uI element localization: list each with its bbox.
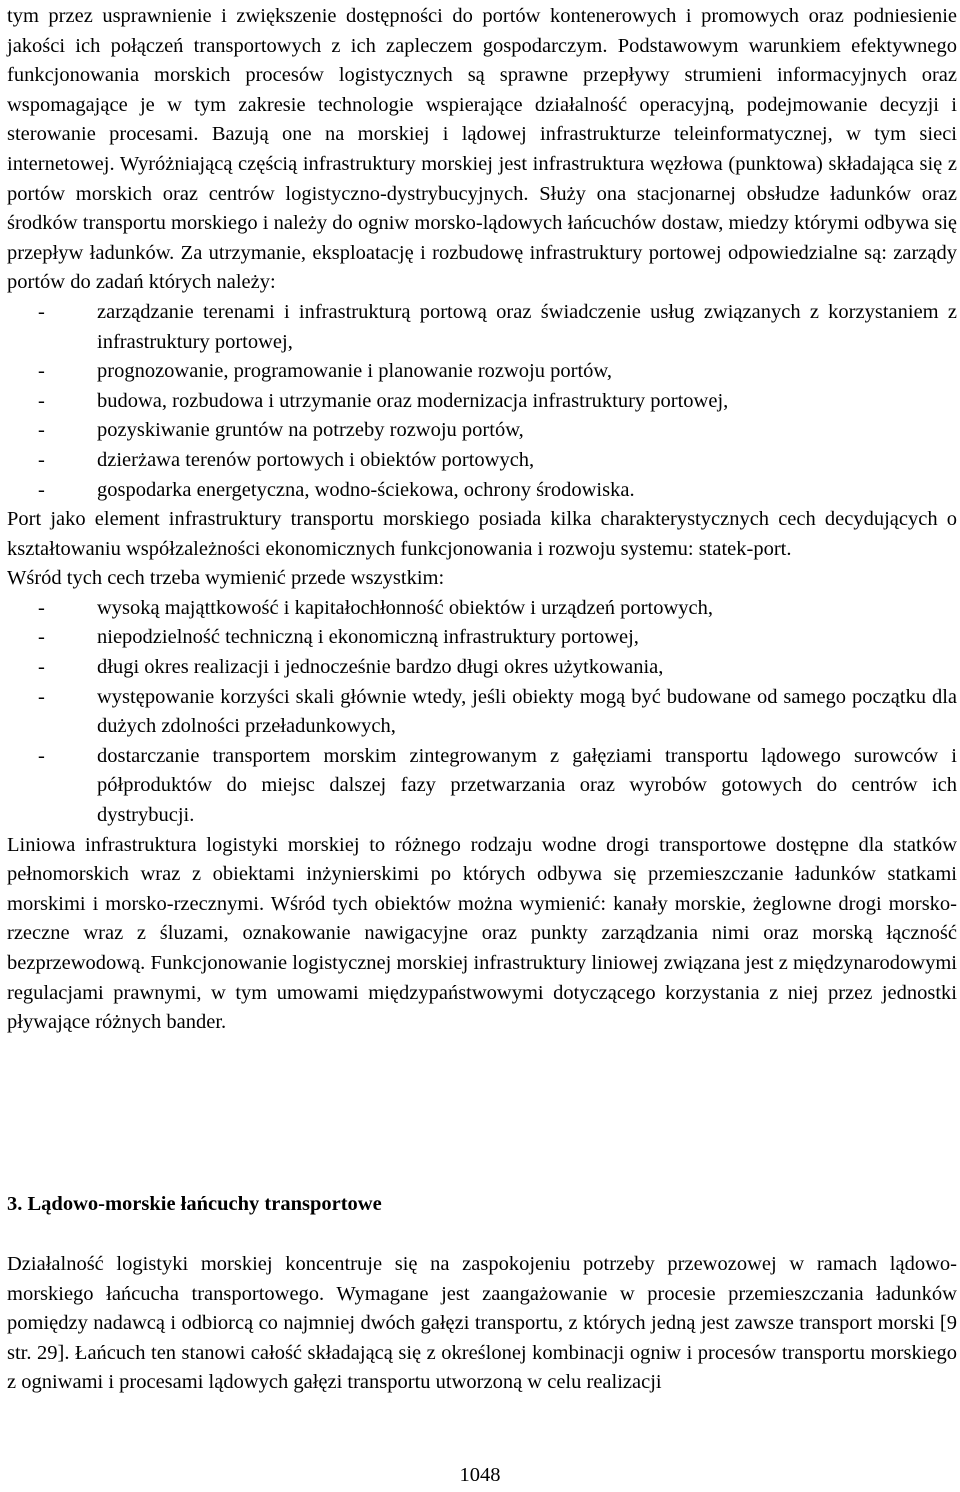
list-dash: - (38, 448, 45, 471)
list-item (7, 387, 957, 417)
list-dash: - (38, 419, 45, 442)
list-item-text: zarządzanie terenami i infrastrukturą portową oraz świadczenie usług związanych z korzystaniem z infrastruktury portowej, (97, 300, 957, 353)
list-item-text: dostarczanie transportem morskim zintegrowanym z gałęziami transportu lądowego surowców i półproduktów do miejsc dalszej fazy przetwarzania oraz wyrobów gotowych do centrów ich dystrybucji. (97, 744, 957, 827)
list-item-text: pozyskiwanie gruntów na potrzeby rozwoju portów, (97, 419, 524, 442)
list-item-text: długi okres realizacji i jednocześnie bardzo długi okres użytkowania, (97, 656, 664, 679)
list-item (7, 742, 957, 831)
list-item (7, 623, 957, 653)
paragraph-port-characteristics: Port jako element infrastruktury transportu morskiego posiada kilka charakterystycznych cech decydujących o kształtowaniu współzależności ekonomicznych funkcjonowania i rozwoju systemu: statek-port. (7, 508, 957, 560)
list-item (7, 476, 957, 506)
list-item-text: prognozowanie, programowanie i planowanie rozwoju portów, (97, 360, 613, 383)
list-item (7, 298, 957, 357)
list-item-text: niepodzielność techniczną i ekonomiczną infrastruktury portowej, (97, 626, 639, 649)
list-dash: - (38, 596, 45, 619)
list-dash: - (38, 300, 45, 323)
list-item-text: budowa, rozbudowa i utrzymanie oraz modernizacja infrastruktury portowej, (97, 389, 729, 412)
list-item-text: gospodarka energetyczna, wodno-ściekowa, ochrony środowiska. (97, 478, 635, 501)
paragraph-transport-chain: Działalność logistyki morskiej koncentruje się na zaspokojeniu potrzeby przewozowej w ramach lądowo-morskiego łańcucha transportowego. Wymagane jest zaangażowanie w procesie przemieszczania ładunków pomiędzy nadawcą i odbiorcą co najmniej dwóch gałęzi transportu, z których jedną jest zawsze transport morski [9 str. 29]. Łańcuch ten stanowi całość składającą się z określonej kombinacji ogniw i procesów transportu morskiego z ogniwami i procesami lądowych gałęzi transportu utworzoną w celu realizacji (7, 1253, 957, 1394)
list-dash: - (38, 656, 45, 679)
section-heading: 3. Lądowo-morskie łańcuchy transportowe (7, 1193, 382, 1215)
list-item-text: wysoką mająttkowość i kapitałochłonność obiektów i urządzeń portowych, (97, 596, 713, 619)
list-dash: - (38, 389, 45, 412)
list-item (7, 653, 957, 683)
list-item (7, 594, 957, 624)
list-item (7, 683, 957, 742)
paragraph-features-intro: Wśród tych cech trzeba wymienić przede wszystkim: (7, 567, 445, 590)
port-features-list (7, 594, 957, 831)
list-item (7, 446, 957, 476)
page-number: 1048 (459, 1464, 501, 1486)
list-dash: - (38, 478, 45, 501)
list-item-text: dzierżawa terenów portowych i obiektów portowych, (97, 448, 535, 471)
paragraph-linear-infrastructure: Liniowa infrastruktura logistyki morskiej to różnego rodzaju wodne drogi transportowe dostępne dla statków pełnomorskich wraz z obiektami inżynierskimi po których odbywa się przemieszczanie ładunków statkami morskimi i morsko-rzecznymi. Wśród tych obiektów można wymienić: kanały morskie, żeglowne drogi morsko-rzeczne wraz z śluzami, oznakowanie nawigacyjne oraz punkty zarządzania nimi oraz morską łączność bezprzewodową. Funkcjonowanie logistycznej morskiej infrastruktury liniowej związana jest z międzynarodowymi regulacjami prawnymi, w tym umowami międzypaństwowymi dotyczącego korzystania z niej przez jednostki pływające różnych bander. (7, 833, 957, 1034)
list-dash: - (38, 685, 45, 708)
list-item-text: występowanie korzyści skali głównie wtedy, jeśli obiekty mogą być budowane od samego początku dla dużych zdolności przeładunkowych, (97, 685, 957, 738)
port-authority-tasks-list (7, 298, 957, 505)
section-body (7, 1250, 957, 1398)
list-item (7, 357, 957, 387)
list-item (7, 416, 957, 446)
list-dash: - (38, 360, 45, 383)
list-dash: - (38, 744, 45, 767)
paragraph-ports-infrastructure: tym przez usprawnienie i zwiększenie dostępności do portów kontenerowych i promowych oraz podniesienie jakości ich połączeń transportowych z ich zapleczem gospodarczym. Podstawowym warunkiem efektywnego funkcjonowania morskich procesów logistycznych są sprawne przepływy strumieni informacyjnych oraz wspomagające je w tym zakresie technologie wspierające działalność operacyjną, podejmowanie decyzji i sterowanie procesami. Bazują one na morskiej i lądowej infrastrukturze teleinformatycznej, w tym sieci internetowej. Wyróżniającą częścią infrastruktury morskiej jest infrastruktura węzłowa (punktowa) składająca się z portów morskich oraz centrów logistyczno-dystrybucyjnych. Służy ona stacjonarnej obsłudze ładunków oraz środków transportu morskiego i należy do ogniw morsko-lądowych łańcuchów dostaw, miedzy którymi odbywa się przepływ ładunków. Za utrzymanie, eksploatację i rozbudowę infrastruktury portowej odpowiedzialne są: zarządy portów do zadań których należy: (7, 5, 957, 294)
list-dash: - (38, 626, 45, 649)
